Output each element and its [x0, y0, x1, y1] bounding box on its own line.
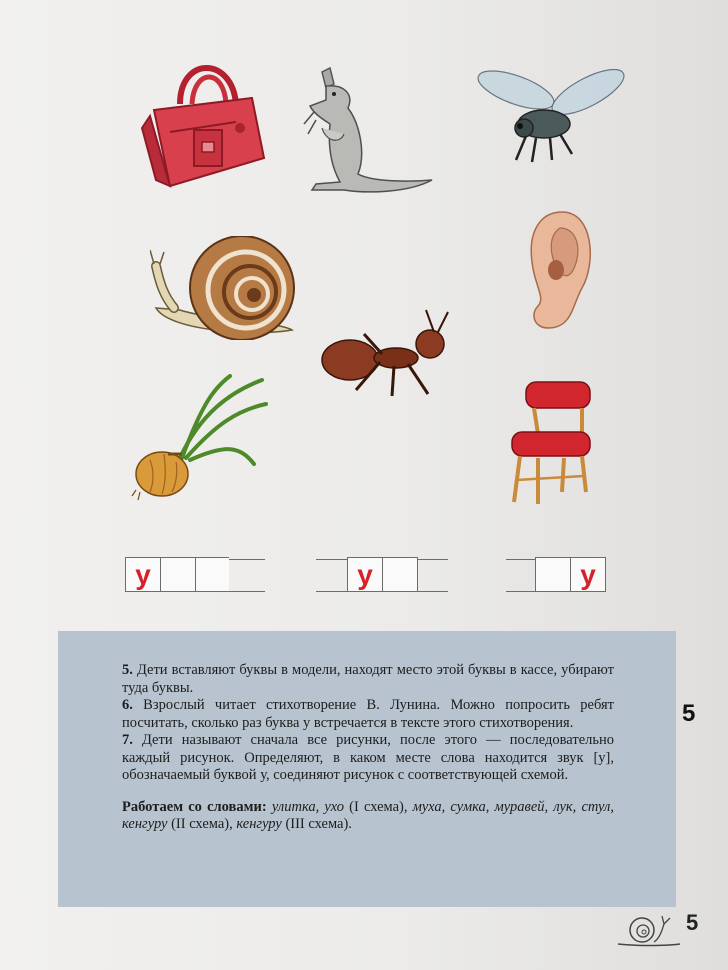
- instruction-6: 6. Взрослый читает стихотворение В. Лунина. Можно попросить ребят посчитать, сколько раз буква у встречается в тексте этого стихотворения.: [122, 697, 614, 731]
- handbag-picture: [140, 58, 270, 194]
- snail-picture: [150, 236, 300, 340]
- scheme-cell: [160, 557, 196, 592]
- fly-picture: [476, 62, 626, 166]
- instruction-7: 7. Дети называют сначала все рисунки, после этого — последовательно каждый рисунок. Определяют, в каком месте слова находится звук [у], обозначаемый буквой у, соединяют рисунок с соответствующей схемой.: [122, 732, 614, 783]
- sound-scheme-1: [126, 557, 265, 592]
- instruction-5: 5. Дети вставляют буквы в модели, находят место этой буквы в кассе, убирают туда буквы.: [122, 662, 614, 696]
- sound-scheme-3: [506, 557, 606, 592]
- scheme-cell: [382, 557, 418, 592]
- scheme-line: [506, 559, 536, 592]
- scheme-cell: у: [570, 557, 606, 592]
- scheme-line: [316, 559, 348, 592]
- scheme-line: [418, 559, 448, 592]
- page-number: 5: [686, 910, 699, 935]
- scheme-cell: [195, 557, 229, 592]
- scheme-cell: [535, 557, 571, 592]
- instructions-text: [122, 662, 614, 834]
- ant-picture: [320, 304, 462, 400]
- scheme-cell: у: [347, 557, 383, 592]
- sound-scheme-2: [316, 557, 448, 592]
- word-work-paragraph: Работаем со словами: улитка, ухо (I схема), муха, сумка, муравей, лук, стул, кенгуру (II схема), кенгуру (III схема).: [122, 798, 614, 832]
- ear-picture: [526, 210, 598, 332]
- side-number: 5: [682, 700, 696, 727]
- scheme-line: [229, 559, 265, 592]
- scheme-cell: у: [125, 557, 161, 592]
- chair-picture: [504, 376, 598, 506]
- onion-picture: [130, 374, 270, 502]
- kangaroo-picture: [300, 64, 440, 200]
- snail-icon: [616, 912, 682, 948]
